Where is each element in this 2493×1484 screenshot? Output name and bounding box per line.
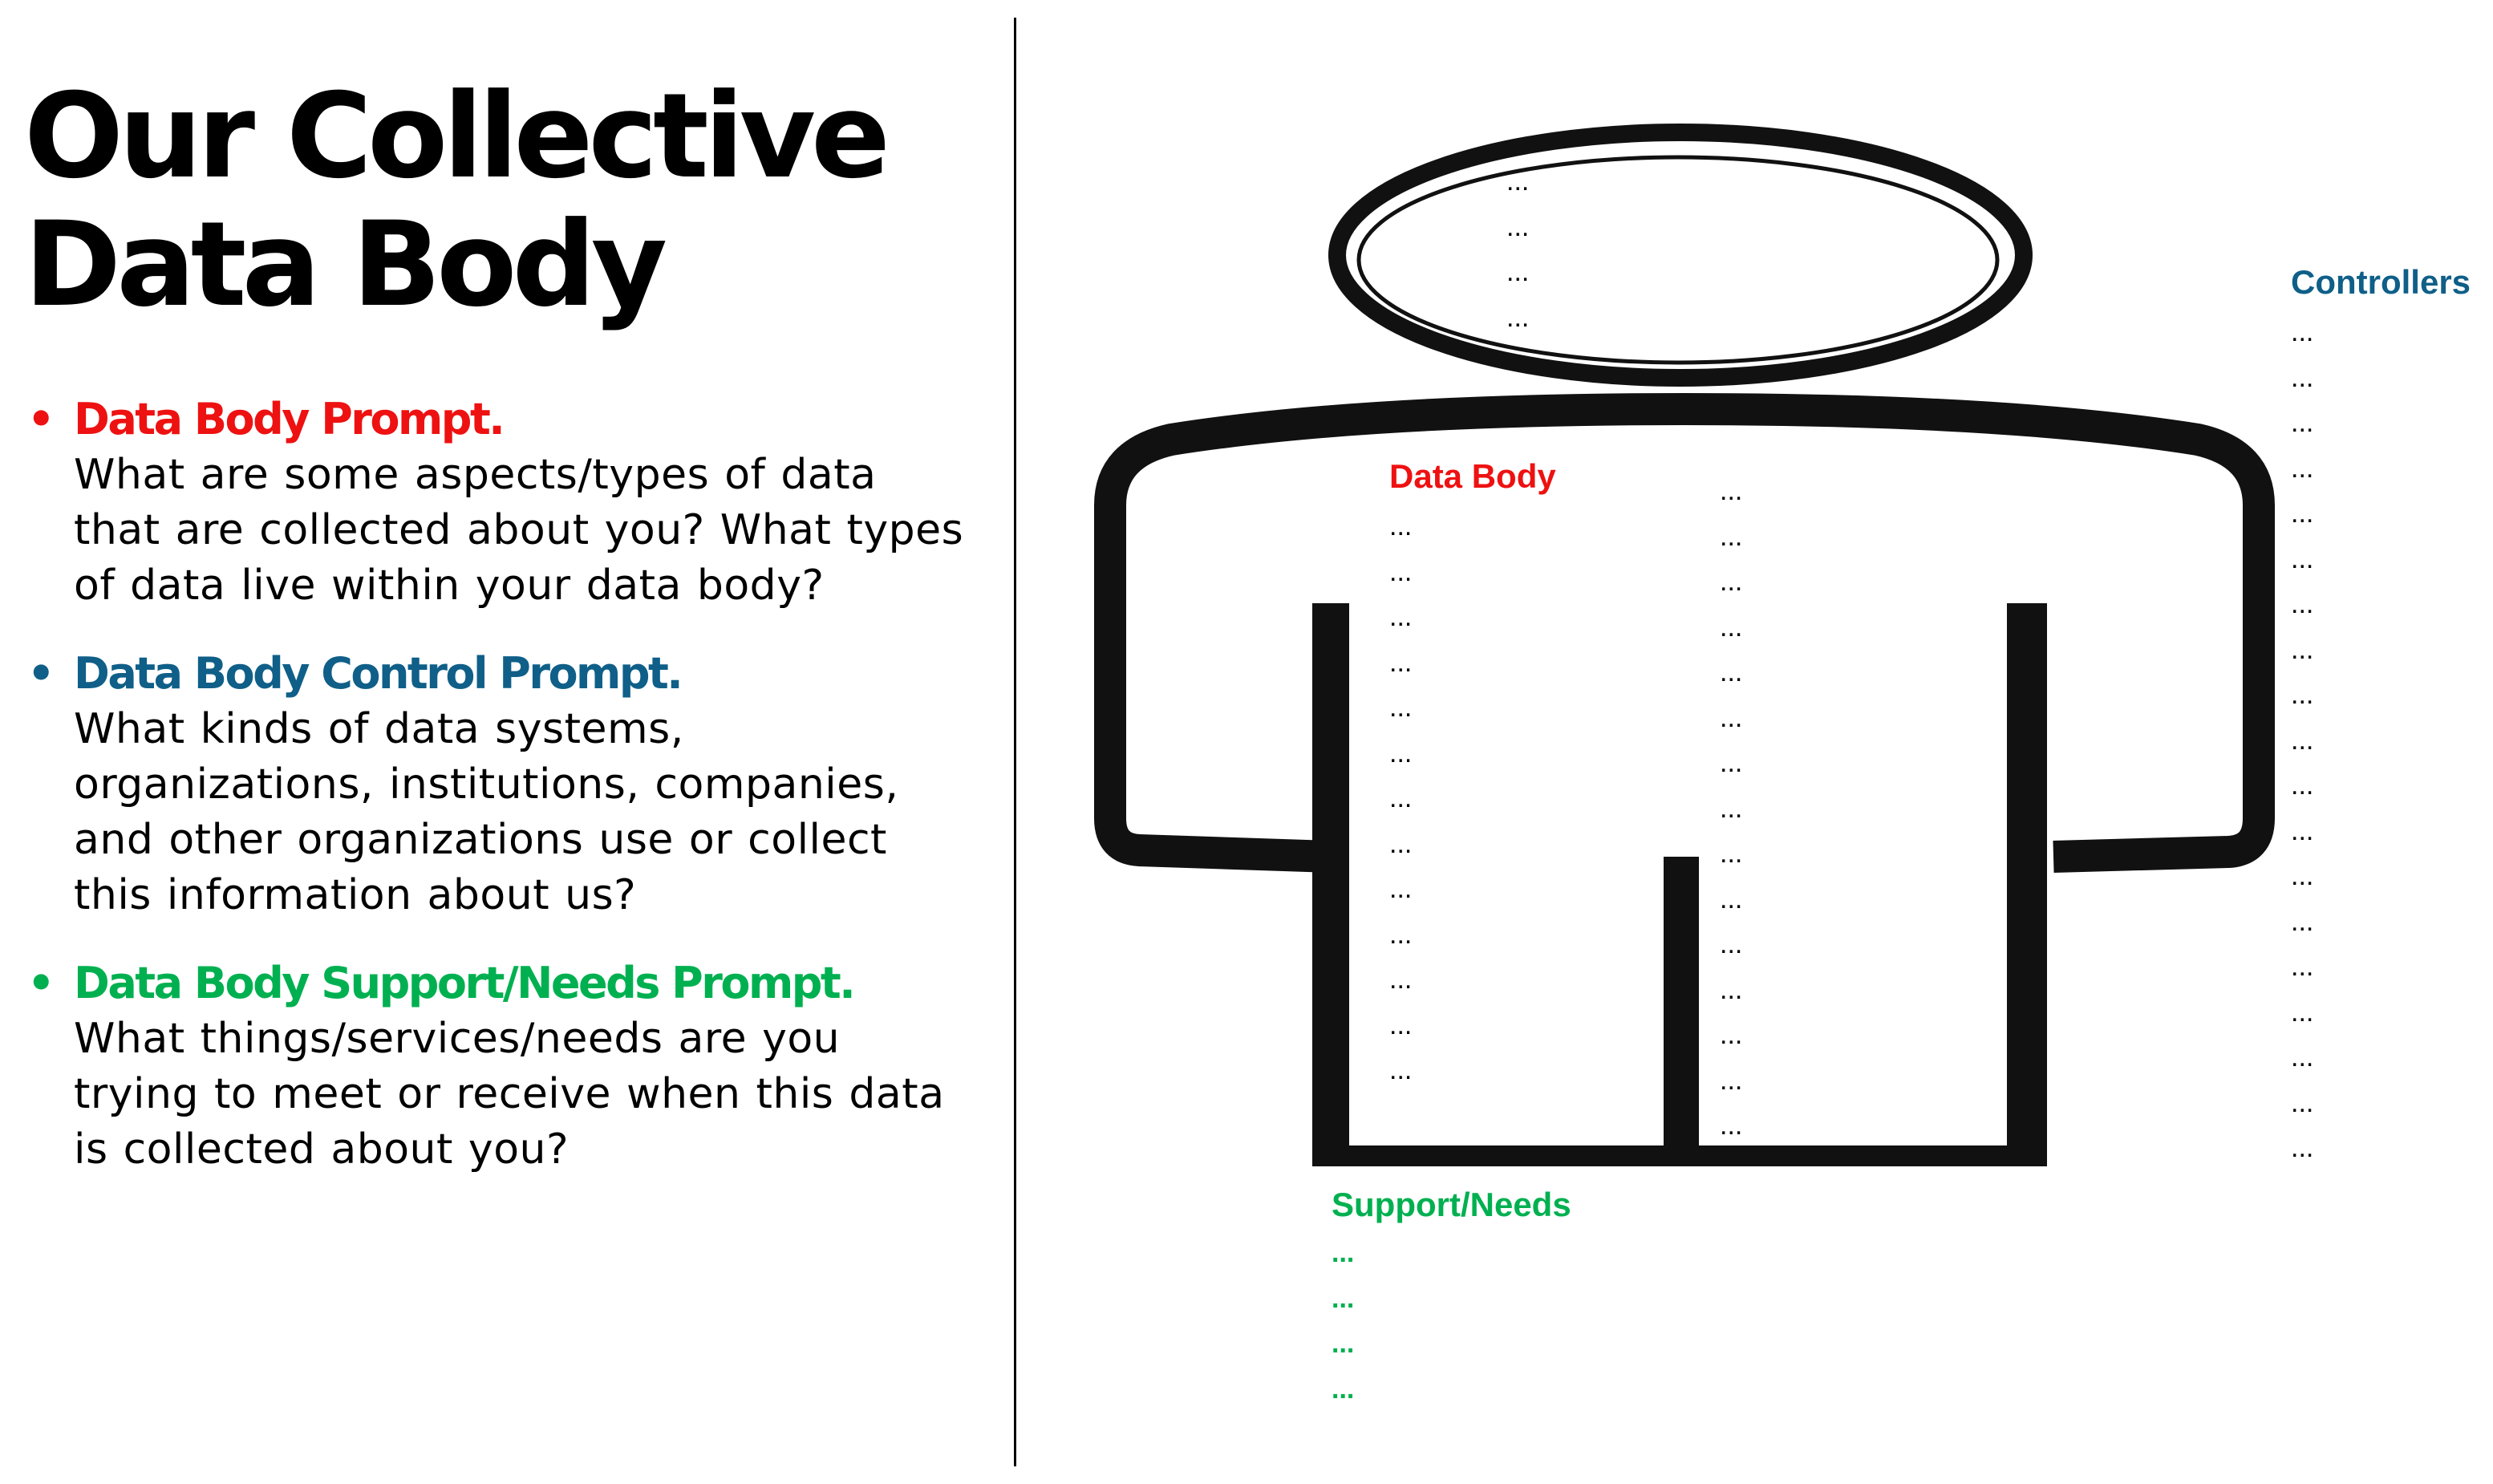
- list-item: ...: [1389, 874, 1413, 904]
- list-item: ...: [2291, 498, 2314, 529]
- leg-divider: [1664, 857, 1699, 1162]
- data-body-item-list: [1389, 504, 1412, 1093]
- list-item: ...: [1720, 838, 1743, 869]
- list-item: ...: [2291, 407, 2314, 438]
- data-body-support-prompt-title: Data Body Support/Needs Prompt.: [74, 958, 854, 1008]
- support-needs-item-list: [1332, 1231, 1354, 1412]
- list-item: ...: [1332, 1238, 1355, 1268]
- list-item: ...: [1720, 929, 1743, 959]
- bullet-icon: •: [27, 394, 55, 444]
- list-item: ...: [2291, 906, 2314, 937]
- list-item: ...: [2291, 589, 2314, 619]
- list-item: ...: [2291, 452, 2314, 484]
- list-item: ...: [1720, 974, 1743, 1005]
- body-right-item-list: [1720, 468, 1742, 1149]
- list-item: ...: [2291, 1042, 2314, 1072]
- list-item: ...: [2291, 634, 2314, 665]
- list-item: ...: [1389, 964, 1413, 995]
- list-item: ...: [1720, 1110, 1743, 1141]
- list-item: ...: [1720, 1064, 1743, 1096]
- data-body-control-prompt-title: Data Body Control Prompt.: [74, 648, 682, 699]
- list-item: ...: [2291, 543, 2314, 574]
- support-needs-label: Support/Needs: [1332, 1186, 1571, 1223]
- list-item: ...: [1389, 692, 1413, 723]
- list-item: ...: [1389, 1009, 1413, 1040]
- list-item: ...: [2291, 317, 2314, 347]
- bullet-icon: •: [27, 958, 55, 1008]
- list-item: ...: [1506, 302, 1530, 333]
- list-item: ...: [1389, 918, 1413, 950]
- list-item: ...: [2291, 1133, 2314, 1163]
- list-item: ...: [1720, 611, 1743, 643]
- data-body-label: Data Body: [1389, 457, 1556, 495]
- list-item: ...: [1389, 556, 1413, 587]
- list-item: ...: [2291, 362, 2314, 393]
- list-item: ...: [1506, 166, 1530, 197]
- torso-outline: [1110, 409, 2259, 857]
- list-item: ...: [2291, 724, 2314, 756]
- list-item: ...: [1506, 257, 1530, 287]
- controllers-item-list: [2291, 310, 2313, 1171]
- list-item: ...: [1332, 1328, 1355, 1359]
- title-line-1: Our Collective: [24, 68, 886, 205]
- list-item: ...: [1332, 1283, 1355, 1314]
- data-body-control-prompt-text: What kinds of data systems, organizations, institutions, companies, and other organizations use or collect this information about us?: [74, 705, 899, 919]
- title-line-2: Data Body: [24, 197, 663, 333]
- body-base: [1312, 1145, 2047, 1166]
- list-item: ...: [1720, 1020, 1743, 1050]
- list-item: ...: [2291, 1087, 2314, 1118]
- bullet-icon: •: [27, 648, 55, 699]
- list-item: ...: [1389, 602, 1413, 632]
- list-item: ...: [1720, 476, 1743, 506]
- head-outline: [1337, 132, 2024, 378]
- list-item: ...: [1389, 783, 1413, 813]
- list-item: ...: [2291, 679, 2314, 710]
- right-side-wall: [2007, 603, 2047, 1162]
- list-item: ...: [1389, 511, 1413, 541]
- data-body-prompt-text: What are some aspects/types of data that are collected about you? What types of data live within your data body?: [74, 451, 964, 610]
- head-inner-shade: [1359, 157, 1997, 363]
- list-item: ...: [1720, 793, 1743, 824]
- list-item: ...: [2291, 996, 2314, 1028]
- list-item: ...: [1389, 828, 1413, 859]
- list-item: ...: [1720, 521, 1743, 552]
- list-item: ...: [1332, 1373, 1355, 1405]
- list-item: ...: [1506, 211, 1530, 242]
- list-item: ...: [1720, 702, 1743, 733]
- list-item: ...: [1720, 883, 1743, 914]
- list-item: ...: [2291, 770, 2314, 801]
- list-item: ...: [1720, 748, 1743, 778]
- controllers-label: Controllers: [2291, 263, 2471, 301]
- list-item: ...: [1720, 566, 1743, 597]
- data-body-prompt-title: Data Body Prompt.: [74, 394, 504, 444]
- list-item: ...: [1389, 737, 1413, 768]
- list-item: ...: [1389, 1055, 1413, 1085]
- list-item: ...: [2291, 861, 2314, 891]
- left-side-wall: [1312, 603, 1349, 1162]
- data-body-support-prompt-text: What things/services/needs are you trying to meet or receive when this data is collected about you?: [74, 1015, 945, 1174]
- list-item: ...: [2291, 815, 2314, 846]
- head-item-list: [1506, 159, 1529, 340]
- list-item: ...: [1720, 657, 1743, 687]
- list-item: ...: [2291, 951, 2314, 982]
- list-item: ...: [1389, 647, 1413, 678]
